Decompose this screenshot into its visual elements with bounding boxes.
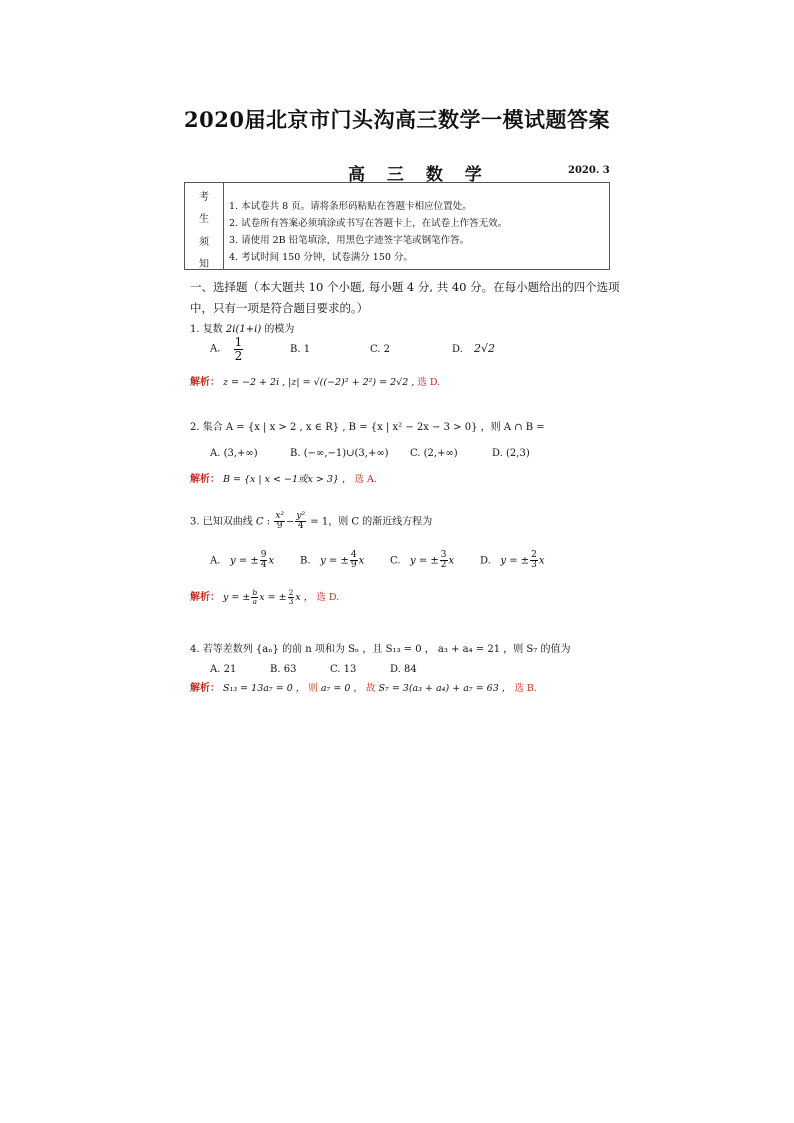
q3-option-b [300, 551, 364, 571]
q1-option-d-label: D. [452, 344, 463, 355]
q3-option-tail: x [358, 555, 365, 567]
q3-solution-fraction-23 [288, 589, 295, 606]
notice-line: 2. 试卷所有答案必须填涂或书写在答题卡上，在试卷上作答无效。 [229, 218, 508, 229]
q1-solution-math: z = −2 + 2i , |z| = √((−2)² + 2²) = 2√2 , [223, 377, 415, 388]
q4-solution-part1: S₁₃ = 13a₇ = 0 ， [223, 683, 306, 694]
q3-solution-numerator: b [252, 588, 258, 598]
q4-option-d: D. 84 [390, 664, 417, 675]
q4-solution-part3: S₇ = 3(a₃ + a₄) + a₇ = 63 ， [378, 683, 512, 694]
q2-solution-choice: 选 A. [354, 474, 377, 485]
q3-fraction-y-numerator: y² [296, 511, 306, 521]
q1-option-a-label: A. [210, 343, 221, 355]
q3-option-label: D. [480, 555, 491, 567]
q1-option-d-value: 2√2 [474, 342, 496, 355]
q3-solution-numerator-2: 2 [288, 588, 294, 598]
q3-suffix: ，则 C 的渐近线方程为 [328, 516, 433, 528]
exam-date: 2020. 3 [568, 165, 610, 176]
q1-expression: 2i(1+i) [225, 324, 262, 335]
q3-solution-tail: x ， [295, 592, 314, 603]
q3-solution-lead: y = ± [223, 592, 251, 603]
solution-label: 解析： [190, 474, 220, 485]
q3-fraction-x-numerator: x² [275, 511, 284, 521]
q4-option-b: B. 63 [270, 664, 297, 675]
q3-option-label: C. [390, 555, 401, 567]
q3-solution-choice: 选 D. [316, 592, 340, 603]
q1-option-c: C. 2 [370, 344, 391, 355]
q3-option-numerator: 3 [440, 550, 447, 560]
section-heading-line2: 中，只有一项是符合题目要求的。） [190, 301, 369, 315]
q3-option-tail: x [538, 555, 545, 567]
q3-curve-letter: C [255, 516, 264, 528]
q3-option-numerator: 9 [260, 550, 267, 560]
q3-option-denominator: 2 [440, 560, 447, 571]
q3-option-fraction [530, 551, 538, 571]
question-4-stem: 4. 若等差数列 {aₙ} 的前 n 项和为 Sₙ ，且 S₁₃ = 0 ， a₃ + a₄ = 21 ，则 S₇ 的值为 [190, 644, 571, 655]
q3-option-denominator: 4 [260, 560, 267, 571]
q1-suffix: 的模为 [264, 324, 295, 335]
document-title: 2020届北京市门头沟高三数学一模试题答案 [184, 107, 610, 132]
q4-solution [190, 679, 537, 694]
q2-option-a: A. (3,+∞) [210, 448, 258, 459]
q4-solution-then1: 则 [308, 683, 318, 694]
q3-solution [190, 588, 339, 606]
q3-option-fraction [440, 551, 448, 571]
question-1-stem [190, 320, 294, 335]
q3-solution-denominator: a [252, 597, 258, 606]
q1-solution-choice: 选 D. [417, 377, 441, 388]
notice-label-column [185, 183, 224, 269]
q4-solution-then2: 故 [365, 683, 376, 694]
q2-solution [190, 470, 377, 485]
q3-fraction-y-denominator: 4 [297, 521, 304, 532]
q3-option-d [480, 551, 545, 571]
q1-option-a [210, 336, 244, 362]
solution-label: 解析： [190, 377, 220, 388]
q3-option-lead: y = ± [229, 555, 259, 567]
q3-fraction-y [295, 512, 306, 532]
notice-label-char: 知 [199, 259, 209, 270]
q3-option-tail: x [268, 555, 275, 567]
q4-solution-choice: 选 B. [514, 683, 537, 694]
q3-option-label: A. [210, 555, 221, 567]
q1-prefix: 1. 复数 [190, 324, 223, 335]
q2-option-b: B. (−∞,−1)∪(3,+∞) [290, 448, 389, 459]
subject-heading: 高 三 数 学 [348, 165, 490, 185]
q1-option-a-numerator: 1 [234, 335, 243, 349]
q3-option-numerator: 2 [531, 550, 537, 560]
q3-equals: = 1 [310, 516, 329, 528]
q1-solution [190, 373, 440, 388]
notice-box [184, 182, 610, 270]
q4-option-a: A. 21 [210, 664, 237, 675]
q2-option-c: C. (2,+∞) [410, 448, 458, 459]
notice-label-char: 须 [199, 237, 209, 248]
solution-label: 解析： [190, 592, 220, 603]
q1-option-a-fraction [234, 336, 244, 362]
q3-solution-mid: x = ± [259, 592, 287, 603]
q3-option-lead: y = ± [500, 555, 530, 567]
q3-option-c [390, 551, 454, 571]
q3-option-fraction [350, 551, 358, 571]
q3-solution-fraction-ba [251, 589, 258, 606]
q4-solution-part2: a₇ = 0 ， [320, 683, 363, 694]
q3-option-denominator: 9 [350, 560, 357, 571]
q3-option-lead: y = ± [320, 555, 349, 567]
q2-option-d: D. (2,3) [492, 448, 530, 459]
q3-option-fraction [260, 551, 268, 571]
q3-fraction-x [274, 512, 285, 532]
q3-option-numerator: 4 [350, 550, 357, 560]
q3-option-tail: x [448, 555, 455, 567]
q3-option-label: B. [300, 555, 311, 567]
q3-option-denominator: 3 [531, 560, 537, 571]
q3-prefix: 3. 已知双曲线 [190, 516, 253, 528]
q4-option-c: C. 13 [330, 664, 357, 675]
q1-option-d [452, 342, 495, 355]
notice-label-char: 生 [199, 214, 209, 225]
section-heading-line1: 一、选择题（本大题共 10 个小题, 每小题 4 分, 共 40 分。在每小题给出的四个选项 [190, 280, 620, 294]
notice-label-char: 考 [199, 192, 209, 203]
solution-label: 解析： [190, 683, 220, 694]
question-3-stem: 3. 已知双曲线 C : $\frac{\text{x²}}{9}$ − $\frac{\text{y²}}{4}$ = 1，则 C 的渐近线方程为 [190, 511, 433, 532]
question-2-stem: 2. 集合 A = {x | x > 2 , x ∈ R} , B = {x | x² − 2x − 3 > 0} ，则 A ∩ B = [190, 422, 545, 433]
q3-fraction-x-denominator: 9 [276, 521, 283, 532]
q3-solution-denominator-2: 3 [288, 597, 294, 606]
q1-option-a-denominator: 2 [234, 348, 243, 363]
notice-line: 4. 考试时间 150 分钟，试卷满分 150 分。 [229, 252, 413, 263]
q1-option-b: B. 1 [290, 344, 311, 355]
q3-option-lead: y = ± [410, 555, 439, 567]
notice-line: 1. 本试卷共 8 页。请将条形码粘贴在答题卡相应位置处。 [229, 201, 472, 212]
q3-option-a [210, 551, 274, 571]
q2-solution-math: B = {x | x < −1或x > 3} ， [223, 474, 352, 485]
notice-line: 3. 请使用 2B 铅笔填涂，用黑色字迹签字笔或钢笔作答。 [229, 235, 470, 246]
